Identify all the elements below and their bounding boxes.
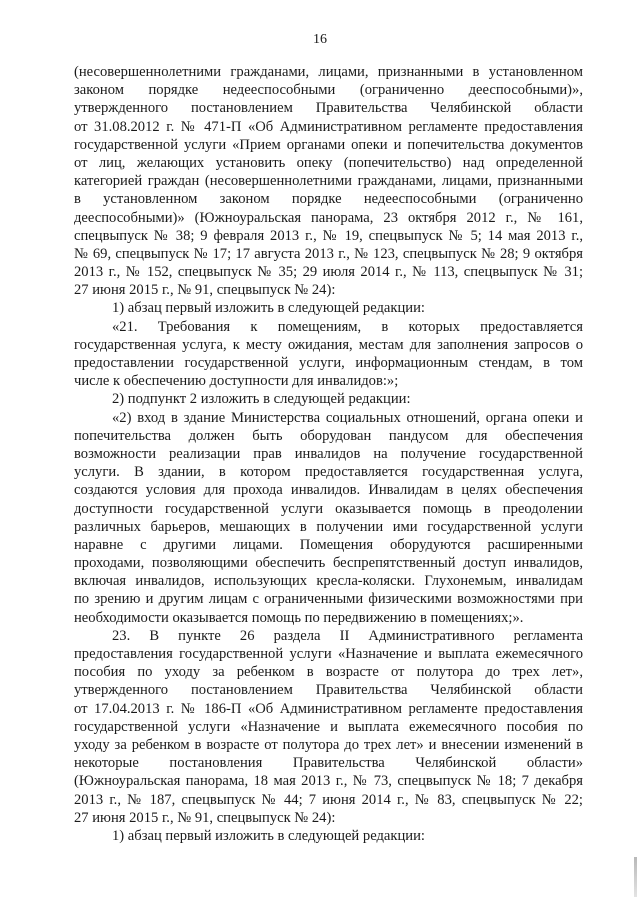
text-line: «21. Требования к помещениям, в которых предоставляется [112, 318, 583, 335]
text-line: спецвыпуск № 38; 9 февраля 2013 г., № 19, спецвыпуск № 5; 14 мая 2013 г., [74, 227, 583, 244]
text-line: услуги. В здании, в котором предоставляется государственная услуга, [74, 464, 583, 481]
text-line: предоставлении государственной услуги, информационным стендам, в том [74, 355, 583, 371]
text-line: 23. В пункте 26 раздела II Административного регламента [112, 627, 583, 644]
text-line: (Южноуральская панорама, 18 мая 2013 г., № 73, спецвыпуск № 18; 7 декабря [74, 773, 583, 790]
text-line: дееспособными)» (Южноуральская панорама, 23 октября 2012 г., № 161, [74, 209, 583, 226]
page-number: 16 [313, 32, 327, 47]
text-line: категорией граждан (несовершеннолетними гражданами, лицами, признанными [74, 173, 583, 190]
text-line: числе к обеспечению доступности для инвалидов:»; [74, 373, 399, 390]
text-line: пособия по уходу за ребенком в возрасте от полутора до трех лет», [74, 664, 583, 681]
text-line: 2013 г., № 187, спецвыпуск № 44; 7 июня 2014 г., № 83, спецвыпуск № 22; [74, 791, 583, 808]
text-line: попечительства должен быть оборудован пандусом для обеспечения [74, 427, 583, 444]
text-line: 2) подпункт 2 изложить в следующей редакции: [112, 391, 411, 408]
text-line: утвержденного постановлением Правительства Челябинской области [74, 100, 583, 117]
scan-edge-mark [634, 857, 637, 897]
text-line: необходимости оказывается помощь по передвижению в помещениях;». [74, 609, 524, 626]
text-line: некоторые постановления Правительства Челябинской области» [74, 755, 583, 772]
text-line: законом порядке недееспособными (ограниченно дееспособными)», [74, 82, 583, 99]
text-line: от 17.04.2013 г. № 186-П «Об Административном регламенте предоставления [74, 700, 583, 717]
text-line: включая инвалидов, использующих кресла-коляски. Глухонемым, инвалидам [74, 573, 583, 590]
text-line: государственная услуга, к месту ожидания, местам для заполнения запросов о [74, 336, 583, 353]
text-line: различных барьеров, мешающих в получении ими государственной услуги [74, 518, 583, 535]
text-line: наравне с другими лицами. Помещения оборудуются расширенными [74, 536, 583, 553]
text-line: № 69, спецвыпуск № 17; 17 августа 2013 г., № 123, спецвыпуск № 28; 9 октября [74, 245, 583, 262]
text-line: создаются условия для прохода инвалидов. Инвалидам в целях обеспечения [74, 482, 583, 499]
text-line: возможности реализации прав инвалидов на получение государственной [74, 445, 583, 462]
text-line: по зрению и другим лицам с ограниченными физическими возможностями при [74, 591, 583, 608]
text-line: 1) абзац первый изложить в следующей редакции: [112, 827, 425, 844]
text-line: 1) абзац первый изложить в следующей редакции: [112, 300, 425, 317]
document-body [74, 63, 583, 845]
text-line: доступности государственной услуги оказывается помощь в преодолении [74, 500, 583, 517]
text-line: в установленном законом порядке недееспособными (ограниченно [74, 191, 583, 208]
text-line: 27 июня 2015 г., № 91, спецвыпуск № 24): [74, 809, 336, 826]
text-line: государственной услуги «Назначение и выплата ежемесячного пособия по [74, 718, 583, 735]
text-line: предоставления государственной услуги «Назначение и выплата ежемесячного [74, 646, 583, 662]
text-line: государственной услуги «Прием органами опеки и попечительства документов [74, 136, 583, 153]
text-line: от 31.08.2012 г. № 471-П «Об Административном регламенте предоставления [74, 118, 583, 135]
text-line: проходами, позволяющими обеспечить беспрепятственный доступ инвалидов, [74, 555, 583, 572]
text-line: 27 июня 2015 г., № 91, спецвыпуск № 24): [74, 282, 336, 299]
text-line: 2013 г., № 152, спецвыпуск № 35; 29 июля 2014 г., № 113, спецвыпуск № 31; [74, 264, 583, 281]
text-line: уходу за ребенком в возрасте от полутора до трех лет» и внесении изменений в [74, 736, 583, 753]
text-line: от лиц, желающих установить опеку (попечительство) над определенной [74, 154, 583, 171]
text-line: утвержденного постановлением Правительства Челябинской области [74, 682, 583, 699]
text-line: «2) вход в здание Министерства социальных отношений, органа опеки и [112, 409, 583, 426]
text-line: (несовершеннолетними гражданами, лицами, признанными в установленном [74, 64, 583, 80]
